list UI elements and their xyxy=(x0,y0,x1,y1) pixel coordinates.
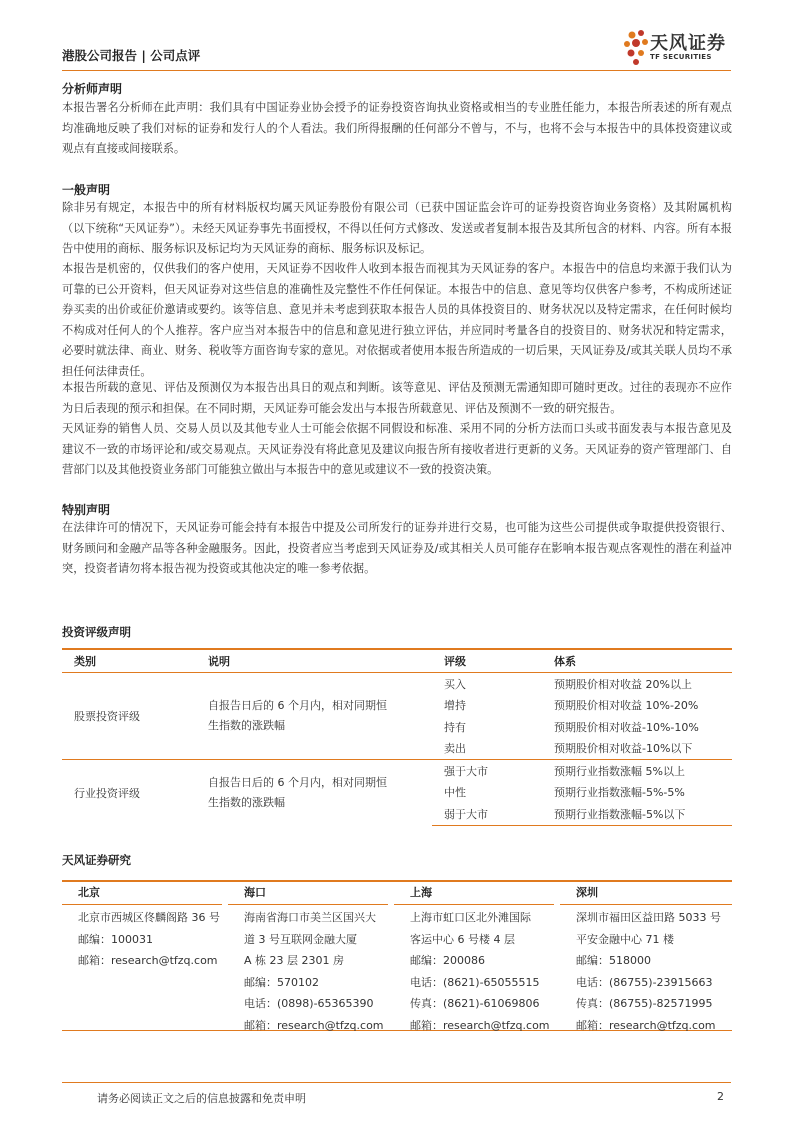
office-shenzhen xyxy=(560,882,732,1036)
office-line: 邮编：100031 xyxy=(78,932,153,946)
rating-system: 预期股价相对收益 10%-20% xyxy=(554,699,699,713)
stock-rating-description: 自报告日后的 6 个月内，相对同期恒生指数的涨跌幅 xyxy=(208,699,387,732)
rating-label: 强于大市 xyxy=(432,760,542,782)
rating-label: 中性 xyxy=(444,786,466,800)
industry-rating-category: 行业投资评级 xyxy=(62,760,196,826)
stock-rating-category: 股票投资评级 xyxy=(74,710,140,723)
office-line: 邮箱：research@tfzq.com xyxy=(244,1018,384,1032)
office-line: 电话：(8621)-65055515 xyxy=(410,975,540,989)
research-title: 天风证券研究 xyxy=(62,853,131,867)
office-line: 邮箱：research@tfzq.com xyxy=(78,954,218,967)
special-statement-text: 在法律许可的情况下，天风证券可能会持有本报告中提及公司所发行的证券并进行交易，也可能为这些公司提供或争取提供投资银行、财务顾问和金融产品等各种金融服务。因此，投资者应当考虑到天风证券及/或其相关人员可能存在影响本报告观点客观性的潜在利益冲突，投资者请勿将本报告视为投资或其他决定的唯一参考依据。 xyxy=(62,521,732,575)
logo-subtitle: TF SECURITIES xyxy=(650,53,712,61)
office-line: 电话：(0898)-65365390 xyxy=(244,997,374,1010)
rating-system: 预期股价相对收益-10%以下 xyxy=(554,742,693,756)
office-line: 海南省海口市美兰区国兴大 xyxy=(244,911,376,924)
analyst-statement-text: 本报告署名分析师在此声明：我们具有中国证券业协会授予的证券投资咨询执业资格或相当的专业胜任能力，本报告所表述的所有观点均准确地反映了我们对标的证券和发行人的个人看法。我们所得报酬的任何部分不曾与，不与，也将不会与本报告中的具体投资建议或观点有直接或间接联系。 xyxy=(62,101,732,155)
table-row xyxy=(62,673,732,695)
logo-name: 天风证券 xyxy=(650,33,726,54)
special-statement-title: 特别声明 xyxy=(62,503,111,517)
rating-label: 增持 xyxy=(444,699,466,713)
office-line: 邮编：570102 xyxy=(244,975,319,989)
office-city: 北京 xyxy=(62,882,222,905)
office-haikou xyxy=(228,882,388,1036)
office-line: 邮箱：research@tfzq.com xyxy=(410,1018,550,1032)
office-line: 邮编：200086 xyxy=(410,954,485,967)
header-category: 类别 xyxy=(62,649,196,673)
footer-disclaimer: 请务必阅读正文之后的信息披露和免责申明 xyxy=(97,1092,306,1105)
report-header-title: 港股公司报告 | 公司点评 xyxy=(62,48,201,63)
office-city: 海口 xyxy=(228,882,388,905)
table-row xyxy=(62,760,732,782)
office-line: 客运中心 6 号楼 4 层 xyxy=(410,932,515,946)
footer-divider xyxy=(62,1082,731,1083)
office-line: 邮编：518000 xyxy=(576,954,651,967)
office-contacts xyxy=(62,880,732,1031)
office-line: 深圳市福田区益田路 5033 号 xyxy=(576,911,721,924)
analyst-statement-title: 分析师声明 xyxy=(62,82,123,96)
rating-system: 预期股价相对收益 20%以上 xyxy=(554,677,692,691)
header-description: 说明 xyxy=(196,649,432,673)
office-line: 邮箱：research@tfzq.com xyxy=(576,1018,716,1032)
industry-rating-description: 自报告日后的 6 个月内，相对同期恒生指数的涨跌幅 xyxy=(196,760,432,826)
office-line: 传真：(8621)-61069806 xyxy=(410,997,540,1010)
rating-label: 弱于大市 xyxy=(432,803,542,825)
office-line: 电话：(86755)-23915663 xyxy=(576,975,713,989)
office-line: 平安金融中心 71 楼 xyxy=(576,932,674,946)
rating-table xyxy=(62,648,732,826)
office-line: 道 3 号互联网金融大厦 xyxy=(244,932,357,946)
office-line: 北京市西城区佟麟阁路 36 号 xyxy=(78,911,220,924)
general-statement-title: 一般声明 xyxy=(62,183,111,197)
header-divider xyxy=(62,70,731,71)
office-city: 上海 xyxy=(394,882,554,905)
rating-system: 预期行业指数涨幅 5%以上 xyxy=(542,760,732,782)
office-line: 传真：(86755)-82571995 xyxy=(576,997,713,1010)
general-statement-para-1: 除非另有规定，本报告中的所有材料版权均属天风证券股份有限公司（已获中国证监会许可的证券投资咨询业务资格）及其附属机构（以下统称“天风证券”）。未经天风证券事先书面授权，不得以任何方式修改、发送或者复制本报告及其所包含的材料、内容。所有本报告中使用的商标、服务标识及标记均为天风证券的商标、服务标识及标记。 xyxy=(62,201,732,255)
rating-label: 卖出 xyxy=(444,742,466,756)
rating-statement-title: 投资评级声明 xyxy=(62,625,131,639)
rating-table-header xyxy=(62,649,732,673)
general-statement-para-3: 本报告所载的意见、评估及预测仅为本报告出具日的观点和判断。该等意见、评估及预测无需通知即可随时更改。过往的表现亦不应作为日后表现的预示和担保。在不同时期，天风证券可能会发出与本报告所载意见、评估及预测不一致的研究报告。 xyxy=(62,381,732,415)
rating-system: 预期股价相对收益-10%-10% xyxy=(554,720,699,734)
general-statement-para-2: 本报告是机密的，仅供我们的客户使用，天风证券不因收件人收到本报告而视其为天风证券的客户。本报告中的信息均来源于我们认为可靠的已公开资料，但天风证券对这些信息的准确性及完整性不作任何保证。本报告中的信息、意见等均仅供客户参考，不构成所述证券买卖的出价或征价邀请或要约。该等信息、意见并未考虑到获取本报告人员的具体投资目的、财务状况以及特定需求，在任何时候均不构成对任何人的个人推荐。客户应当对本报告中的信息和意见进行独立评估，并应同时考量各自的投资目的、财务状况和特定需求，必要时就法律、商业、财务、税收等方面咨询专家的意见。对依据或者使用本报告所造成的一切后果，天风证券及/或其关联人员均不承担任何法律责任。 xyxy=(62,262,732,378)
office-line: A 栋 23 层 2301 房 xyxy=(244,954,344,967)
page-number: 2 xyxy=(717,1090,724,1103)
header-rating: 评级 xyxy=(432,649,542,673)
rating-system: 预期行业指数涨幅-5%-5% xyxy=(554,786,685,800)
general-statement-para-4: 天风证券的销售人员、交易人员以及其他专业人士可能会依据不同假设和标准、采用不同的分析方法而口头或书面发表与本报告意见及建议不一致的市场评论和/或交易观点。天风证券没有将此意见及建议向报告所有接收者进行更新的义务。天风证券的资产管理部门、自营部门以及其他投资业务部门可能独立做出与本报告中的意见或建议不一致的投资决策。 xyxy=(62,422,732,476)
office-line: 上海市虹口区北外滩国际 xyxy=(410,911,531,924)
rating-label: 买入 xyxy=(444,677,466,691)
office-shanghai xyxy=(394,882,554,1036)
header-system: 体系 xyxy=(542,649,732,673)
rating-label: 持有 xyxy=(444,720,466,734)
office-beijing xyxy=(62,882,222,972)
office-city: 深圳 xyxy=(560,882,732,905)
rating-system: 预期行业指数涨幅-5%以下 xyxy=(542,803,732,825)
